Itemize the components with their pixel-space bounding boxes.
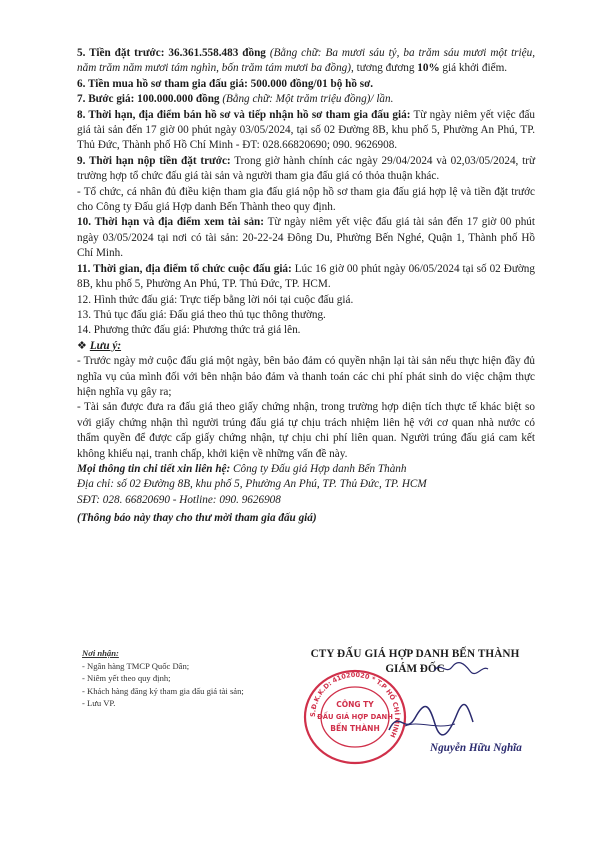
signer-name: Nguyễn Hữu Nghĩa xyxy=(430,742,522,754)
item-14-label: 14. Phương thức đấu giá: xyxy=(77,324,190,337)
item-12-label: 12. Hình thức đấu giá: xyxy=(77,293,178,306)
item-5-words: (Bằng chữ: Ba mươi sáu tỷ, ba trăm sáu mươi một triệu, năm trăm năm mươi tám nghìn, bốn trăm tám mươi ba đồng) xyxy=(77,47,535,75)
recipient-item: - Lưu VP. xyxy=(82,698,116,709)
item-10 xyxy=(77,215,535,261)
item-13-text: Đấu giá theo thủ tục thông thường. xyxy=(166,308,326,321)
item-9-label: 9. Thời hạn nộp tiền đặt trước: xyxy=(77,154,231,167)
recipients-block xyxy=(82,647,272,710)
item-8 xyxy=(77,108,535,154)
item-7 xyxy=(77,92,535,107)
item-12-text: Trực tiếp bằng lời nói tại cuộc đấu giá. xyxy=(177,293,354,306)
item-5-percent: 10% xyxy=(417,62,440,75)
handwritten-signature-icon xyxy=(385,700,475,740)
item-9-note: - Tổ chức, cá nhân đủ điều kiện tham gia đấu giá nộp hồ sơ tham gia đấu giá hợp lệ và tiền đặt trước cho Công ty Đấu giá Hợp danh Bến Thành theo quy định. xyxy=(77,185,535,214)
item-11-label: 11. Thời gian, địa điểm tổ chức cuộc đấu giá: xyxy=(77,262,292,275)
recipient-item: - Khách hàng đăng ký tham gia đấu giá tài sản; xyxy=(82,685,244,696)
item-11 xyxy=(77,262,535,293)
stamp-line-3: BẾN THÀNH xyxy=(330,724,380,733)
note-2: - Tài sản được đưa ra đấu giá theo giấy chứng nhận, trong trường hợp diện tích thực tế khác biệt so với giấy chứng nhận thì người trúng đấu giá tự chịu trách nhiệm liên hệ với cơ quan nhà nước có thẩm quyền để được cấp giấy chứng nhận, tự chịu chi phí liên quan. Người trúng đấu giá cam kết không khiếu nại, tranh chấp, khởi kiện về những vấn đề này. xyxy=(77,401,535,460)
recipients-title: Nơi nhận: xyxy=(82,648,119,658)
item-6-value: 500.000 đồng/01 bộ hồ sơ. xyxy=(250,77,374,90)
contact-label: Mọi thông tin chi tiết xin liên hệ: xyxy=(77,462,231,475)
initials-scribble-icon xyxy=(430,657,490,679)
item-5-value: 36.361.558.483 đồng xyxy=(168,47,266,59)
note-1: - Trước ngày mở cuộc đấu giá một ngày, bên bảo đảm có quyền nhận lại tài sản nếu thực hiện đầy đủ nghĩa vụ của mình đối với bên nhận bảo đảm và thanh toán các chi phí phát sinh do việc chậm thực hiện nghĩa vụ gây ra; xyxy=(77,355,535,398)
item-7-words: (Bằng chữ: Một trăm triệu đồng)/ lần. xyxy=(219,93,394,106)
item-12 xyxy=(77,293,535,308)
contact-address: Địa chỉ: số 02 Đường 8B, khu phố 5, Phường An Phú, TP. Thủ Đức, TP. HCM xyxy=(77,478,427,491)
item-10-text: Từ ngày niêm yết việc đấu giá tài sản đến 17 giờ 00 phút ngày 03/05/2024 tại nơi có tài sản: 20-22-24 Đông Du, Phường Bến Nghé, Quận 1, Thành phố Hồ Chí Minh. xyxy=(77,216,535,260)
stamp-line-2: ĐẤU GIÁ HỢP DANH xyxy=(317,713,393,721)
contact-phone: SĐT: 028. 66820690 - Hotline: 090. 9626908 xyxy=(77,493,281,506)
item-11-text: Lúc 16 giờ 00 phút ngày 06/05/2024 tại số 02 Đường 8B, khu phố 5, Phường An Phú, TP. Thủ Đức, TP. HCM. xyxy=(77,262,535,291)
item-6-label: 6. Tiền mua hồ sơ tham gia đấu giá: xyxy=(77,77,251,90)
contact-line-1 xyxy=(77,462,535,477)
item-14 xyxy=(77,323,535,338)
item-9 xyxy=(77,154,535,185)
item-6 xyxy=(77,77,535,92)
signer-company: CTY ĐẤU GIÁ HỢP DANH BẾN THÀNH xyxy=(310,648,520,660)
item-8-text: Từ ngày niêm yết việc đấu giá tài sản đến 17 giờ 00 phút ngày 03/05/2024, tại số 02 Đường 8B, khu phố 5, Phường An Phú, TP. Thủ Đức, Thành phố Hồ Chí Minh - ĐT: 028.66820690; 090. 9626908. xyxy=(77,108,536,152)
notes-header-label: Lưu ý: xyxy=(89,339,122,352)
signer-title: GIÁM ĐỐC xyxy=(385,663,445,675)
invitation-notice: (Thông báo này thay cho thư mời tham gia đấu giá) xyxy=(77,512,317,525)
item-14-text: Phương thức trả giá lên. xyxy=(189,324,301,337)
contact-company: Công ty Đấu giá Hợp danh Bến Thành xyxy=(230,462,407,475)
stamp-line-1: CÔNG TY xyxy=(336,700,374,709)
item-13 xyxy=(77,308,535,323)
item-13-label: 13. Thủ tục đấu giá: xyxy=(77,308,167,321)
item-7-label: 7. Bước giá: xyxy=(77,93,138,106)
recipient-item: - Ngân hàng TMCP Quốc Dân; xyxy=(82,660,190,671)
stamp-ring-text: S.Đ.K.K.D: 41020020 * T.P HỒ CHÍ MINH xyxy=(308,670,402,739)
document-body xyxy=(77,46,535,527)
item-8-label: 8. Thời hạn, địa điểm bán hồ sơ và tiếp nhận hồ sơ tham gia đấu giá: xyxy=(77,108,411,121)
item-5-tail-end: giá khởi điểm. xyxy=(439,62,508,75)
item-5-tail: , tương đương xyxy=(351,62,418,75)
item-5-label: 5. Tiền đặt trước: xyxy=(77,47,169,59)
diamond-bullet-icon: ❖ xyxy=(77,339,88,352)
notes-header xyxy=(77,339,535,354)
item-7-value: 100.000.000 đồng xyxy=(137,93,220,106)
item-9-text: Trong giờ hành chính các ngày 29/04/2024 và 02,03/05/2024, trừ trường hợp tổ chức đấu giá tài sản và người tham gia đấu giá có thỏa thuận khác. xyxy=(77,154,536,183)
item-5 xyxy=(77,46,535,77)
recipient-item: - Niêm yết theo quy định; xyxy=(82,673,171,684)
item-10-label: 10. Thời hạn và địa điểm xem tài sản: xyxy=(77,216,264,229)
